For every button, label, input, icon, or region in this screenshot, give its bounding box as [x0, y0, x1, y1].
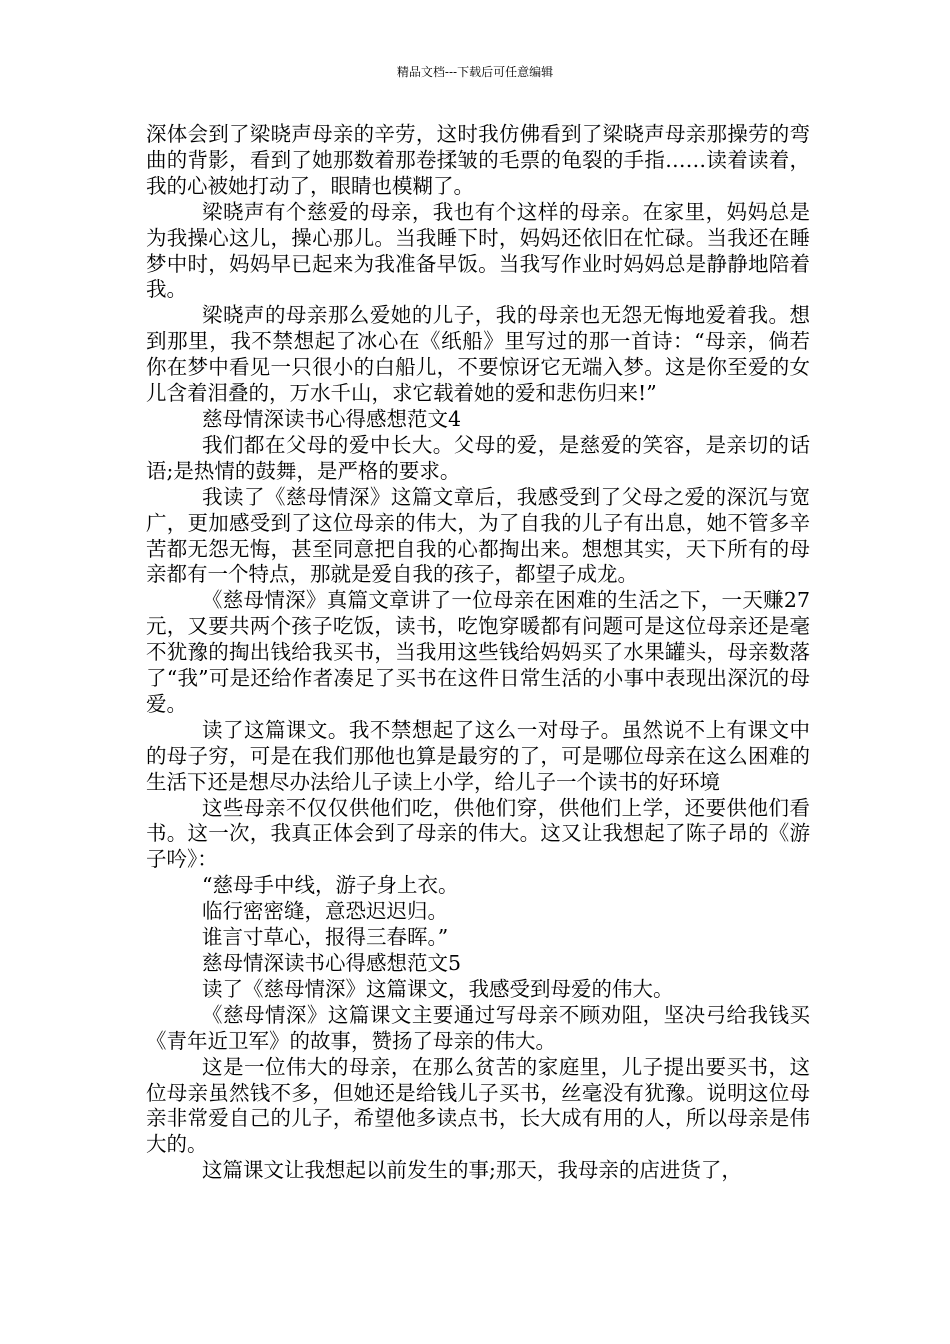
- paragraph-17: 这篇课文让我想起以前发生的事;那天，我母亲的店进货了，: [202, 1158, 742, 1183]
- paragraph-2: 梁晓声有个慈爱的母亲，我也有个这样的母亲。在家里，妈妈总是为我操心这儿，操心那儿。当我睡下时，妈妈还依旧在忙碌。当我还在睡梦中时，妈妈早已起来为我准备早饭。当我写作业时妈妈总是静静地陪着我。: [146, 199, 810, 302]
- paragraph-6: 我读了《慈母情深》这篇文章后，我感受到了父母之爱的深沉与宽广，更加感受到了这位母亲的伟大，为了自我的儿子有出息，她不管多辛苦都无怨无悔，甚至同意把自我的心都掏出来。想想其实，天下所有的母亲都有一个特点，那就是爱自我的孩子，都望子成龙。: [146, 484, 810, 587]
- paragraph-1: 深体会到了梁晓声母亲的辛劳，这时我仿佛看到了梁晓声母亲那操劳的弯曲的背影，看到了她那数着那卷揉皱的毛票的龟裂的手指……读着读着，我的心被她打动了，眼睛也模糊了。: [146, 122, 810, 198]
- paragraph-15: 《慈母情深》这篇课文主要通过写母亲不顾劝阻，坚决弓给我钱买《青年近卫军》的故事，赞扬了母亲的伟大。: [146, 1002, 810, 1053]
- section-heading-5: 慈母情深读书心得感想范文5: [202, 951, 462, 975]
- page-header: 精品文档---下载后可任意编辑: [396, 65, 554, 79]
- poem-line-1: “慈母手中线，游子身上衣。: [202, 873, 459, 898]
- paragraph-5: 我们都在父母的爱中长大。父母的爱，是慈爱的笑容，是亲切的话语;是热情的鼓舞，是严格的要求。: [146, 432, 810, 483]
- paragraph-14: 读了《慈母情深》这篇课文，我感受到母爱的伟大。: [202, 976, 674, 1001]
- paragraph-16: 这是一位伟大的母亲，在那么贫苦的家庭里，儿子提出要买书，这位母亲虽然钱不多，但她还是给钱儿子买书，丝毫没有犹豫。说明这位母亲非常爱自己的儿子，希望他多读点书，长大成有用的人，所以母亲是伟大的。: [146, 1054, 810, 1157]
- paragraph-3: 梁晓声的母亲那么爱她的儿子，我的母亲也无怨无悔地爱着我。想到那里，我不禁想起了冰心在《纸船》里写过的那一首诗：“母亲，倘若你在梦中看见一只很小的白船儿，不要惊讶它无端入梦。这是你至爱的女儿含着泪叠的，万水千山，求它载着她的爱和悲伤归来!”: [146, 303, 810, 406]
- paragraph-9: 这些母亲不仅仅供他们吃，供他们穿，供他们上学，还要供他们看书。这一次，我真正体会到了母亲的伟大。这又让我想起了陈子昂的《游子吟》：: [146, 795, 810, 872]
- paragraph-7: 《慈母情深》真篇文章讲了一位母亲在困难的生活之下，一天赚27元，又要共两个孩子吃饭，读书，吃饱穿暖都有问题可是这位母亲还是毫不犹豫的掏出钱给我买书，当我用这些钱给妈妈买了水果罐头，母亲数落了“我”可是还给作者凑足了买书在这件日常生活的小事中表现出深沉的母爱。: [146, 588, 810, 716]
- section-heading-4: 慈母情深读书心得感想范文4: [202, 406, 462, 431]
- document-body: [146, 122, 810, 1184]
- poem-line-3: 谁言寸草心，报得三春晖。”: [202, 925, 449, 950]
- poem-line-2: 临行密密缝，意恐迟迟归。: [202, 899, 448, 924]
- paragraph-8: 读了这篇课文。我不禁想起了这么一对母子。虽然说不上有课文中的母子穷，可是在我们那他也算是最穷的了，可是哪位母亲在这么困难的生活下还是想尽办法给儿子读上小学，给儿子一个读书的好环境: [146, 717, 810, 794]
